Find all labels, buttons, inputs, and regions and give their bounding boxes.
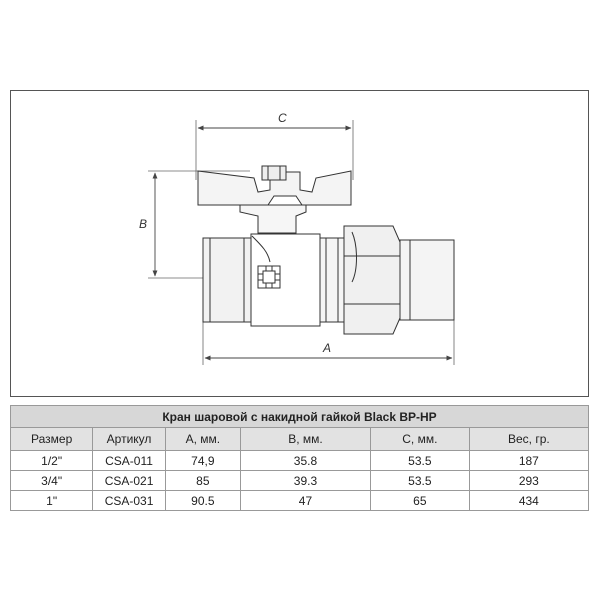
table-row xyxy=(11,491,589,511)
dimension-a-label: A xyxy=(323,341,332,355)
cell-c: 65 xyxy=(371,491,470,511)
cell-size: 3/4" xyxy=(11,471,93,491)
dimension-c-label: C xyxy=(278,111,287,125)
valve-body xyxy=(198,166,454,334)
table-title: Кран шаровой с накидной гайкой Black BP-HP xyxy=(11,406,589,428)
cell-article: CSA-021 xyxy=(93,471,166,491)
table-row xyxy=(11,451,589,471)
spec-table xyxy=(10,405,589,511)
cell-size: 1/2" xyxy=(11,451,93,471)
cell-weight: 293 xyxy=(469,471,588,491)
cell-weight: 187 xyxy=(469,451,588,471)
cell-b: 39.3 xyxy=(240,471,370,491)
header-article: Артикул xyxy=(93,428,166,451)
table-header-row xyxy=(11,428,589,451)
table-title-row xyxy=(11,406,589,428)
cell-c: 53.5 xyxy=(371,451,470,471)
cell-a: 90.5 xyxy=(165,491,240,511)
header-size: Размер xyxy=(11,428,93,451)
cell-article: CSA-011 xyxy=(93,451,166,471)
cell-c: 53.5 xyxy=(371,471,470,491)
table-row xyxy=(11,471,589,491)
cell-b: 47 xyxy=(240,491,370,511)
header-c: C, мм. xyxy=(371,428,470,451)
cell-size: 1" xyxy=(11,491,93,511)
cell-a: 85 xyxy=(165,471,240,491)
header-b: B, мм. xyxy=(240,428,370,451)
dimension-b-label: B xyxy=(139,217,148,231)
cell-weight: 434 xyxy=(469,491,588,511)
cell-article: CSA-031 xyxy=(93,491,166,511)
cell-b: 35.8 xyxy=(240,451,370,471)
cell-a: 74,9 xyxy=(165,451,240,471)
header-a: A, мм. xyxy=(165,428,240,451)
header-weight: Вес, гр. xyxy=(469,428,588,451)
